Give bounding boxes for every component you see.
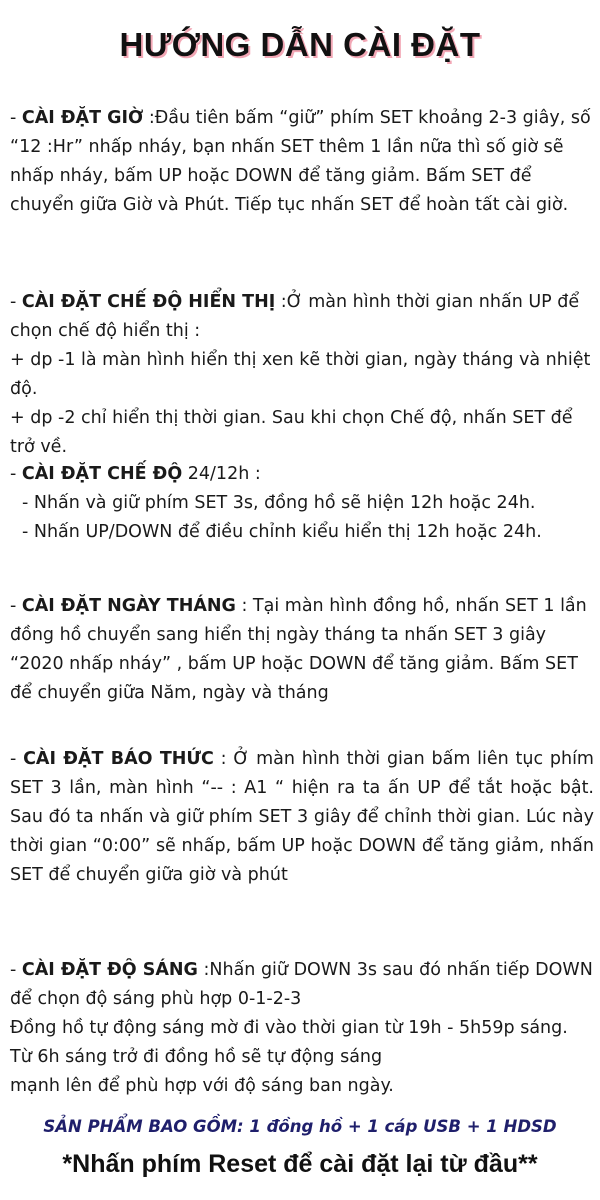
time-format-step-1: - Nhấn và giữ phím SET 3s, đồng hồ sẽ hiện 12h hoặc 24h. (22, 493, 536, 513)
section-display-mode (10, 288, 594, 462)
section-brightness-text: - CÀI ĐẶT ĐỘ SÁNG :Nhấn giữ DOWN 3s sau đó nhấn tiếp DOWN để chọn độ sáng phù hợp 0-1-2-3 (10, 960, 593, 1009)
page-title: HƯỚNG DẪN CÀI ĐẶT (119, 26, 481, 63)
section-set-date (10, 592, 594, 708)
section-set-date-text: - CÀI ĐẶT NGÀY THÁNG : Tại màn hình đồng hồ, nhấn SET 1 lần đồng hồ chuyển sang hiển thị ngày tháng ta nhấn SET 3 giây “2020 nhấp nháy” , bấm UP hoặc DOWN để tăng giảm. Bấm SET để chuyển giữa Năm, ngày và tháng (10, 596, 587, 703)
time-format-step-2: - Nhấn UP/DOWN để điều chỉnh kiểu hiển thị 12h hoặc 24h. (22, 522, 542, 542)
section-heading: CÀI ĐẶT NGÀY THÁNG (21, 596, 236, 616)
section-heading: CÀI ĐẶT GIỜ (21, 108, 144, 128)
section-heading: CÀI ĐẶT ĐỘ SÁNG (21, 960, 198, 980)
section-body: : Tại màn hình đồng hồ, nhấn SET 1 lần đồng hồ chuyển sang hiển thị ngày tháng ta nhấn SET 3 giây “2020 nhấp nháy” , bấm UP hoặc DOWN để tăng giảm. Bấm SET để chuyển giữa Năm, ngày và tháng (10, 596, 587, 703)
section-heading: CÀI ĐẶT CHẾ ĐỘ HIỂN THỊ (21, 292, 276, 312)
section-body: :Đầu tiên bấm “giữ” phím SET khoảng 2-3 giây, số “12 :Hr” nhấp nháy, bạn nhấn SET thêm 1 lần nữa thì số giờ sẽ nhấp nháy, bấm UP hoặc DOWN để tăng giảm. Bấm SET để chuyển giữa Giờ và Phút. Tiếp tục nhấn SET để hoàn tất cài giờ. (10, 108, 591, 215)
section-set-alarm (10, 745, 594, 890)
section-body: :Ở màn hình thời gian nhấn UP để chọn chế độ hiển thị : (10, 292, 580, 341)
section-heading: CÀI ĐẶT CHẾ ĐỘ (21, 464, 183, 484)
section-set-alarm-text: - CÀI ĐẶT BÁO THỨC : Ở màn hình thời gian bấm liên tục phím SET 3 lần, màn hình “-- : A1 “ hiện ra ta ấn UP để tắt hoặc bật. Sau đó ta nhấn và giữ phím SET 3 giây để chỉnh thời gian. Lúc này thời gian “0:00” sẽ nhấp, bấm UP hoặc DOWN để tăng giảm, nhấn SET để chuyển giữa giờ và phút (10, 749, 594, 885)
display-mode-option-2: + dp -2 chỉ hiển thị thời gian. Sau khi chọn Chế độ, nhấn SET để trở về. (10, 408, 573, 457)
section-body: : Ở màn hình thời gian bấm liên tục phím SET 3 lần, màn hình “-- : A1 “ hiện ra ta ấn UP để tắt hoặc bật. Sau đó ta nhấn và giữ phím SET 3 giây để chỉnh thời gian. Lúc này thời gian “0:00” sẽ nhấp, bấm UP hoặc DOWN để tăng giảm, nhấn SET để chuyển giữa giờ và phút (10, 749, 594, 885)
section-time-format-text: - CÀI ĐẶT CHẾ ĐỘ 24/12h : (10, 464, 261, 484)
section-set-time-text: - CÀI ĐẶT GIỜ :Đầu tiên bấm “giữ” phím SET khoảng 2-3 giây, số “12 :Hr” nhấp nháy, bạn nhấn SET thêm 1 lần nữa thì số giờ sẽ nhấp nháy, bấm UP hoặc DOWN để tăng giảm. Bấm SET để chuyển giữa Giờ và Phút. Tiếp tục nhấn SET để hoàn tất cài giờ. (10, 108, 591, 215)
section-body: 24/12h : (182, 464, 261, 484)
section-time-format (10, 460, 594, 547)
package-contents: SẢN PHẨM BAO GỒM: 1 đồng hồ + 1 cáp USB + 1 HDSD (43, 1117, 557, 1136)
section-set-time (10, 104, 594, 220)
reset-note: *Nhấn phím Reset để cài đặt lại từ đầu** (62, 1150, 538, 1178)
section-heading: CÀI ĐẶT BÁO THỨC (23, 749, 214, 769)
section-body: :Nhấn giữ DOWN 3s sau đó nhấn tiếp DOWN để chọn độ sáng phù hợp 0-1-2-3 (10, 960, 593, 1009)
section-brightness (10, 956, 594, 1101)
display-mode-option-1: + dp -1 là màn hình hiển thị xen kẽ thời gian, ngày tháng và nhiệt độ. (10, 350, 591, 399)
section-display-mode-text: - CÀI ĐẶT CHẾ ĐỘ HIỂN THỊ :Ở màn hình thời gian nhấn UP để chọn chế độ hiển thị : (10, 292, 580, 341)
brightness-auto-note-cont: mạnh lên để phù hợp với độ sáng ban ngày. (10, 1076, 394, 1096)
brightness-auto-note: Đồng hồ tự động sáng mờ đi vào thời gian từ 19h - 5h59p sáng. Từ 6h sáng trở đi đồng hồ sẽ tự động sáng (10, 1018, 568, 1067)
